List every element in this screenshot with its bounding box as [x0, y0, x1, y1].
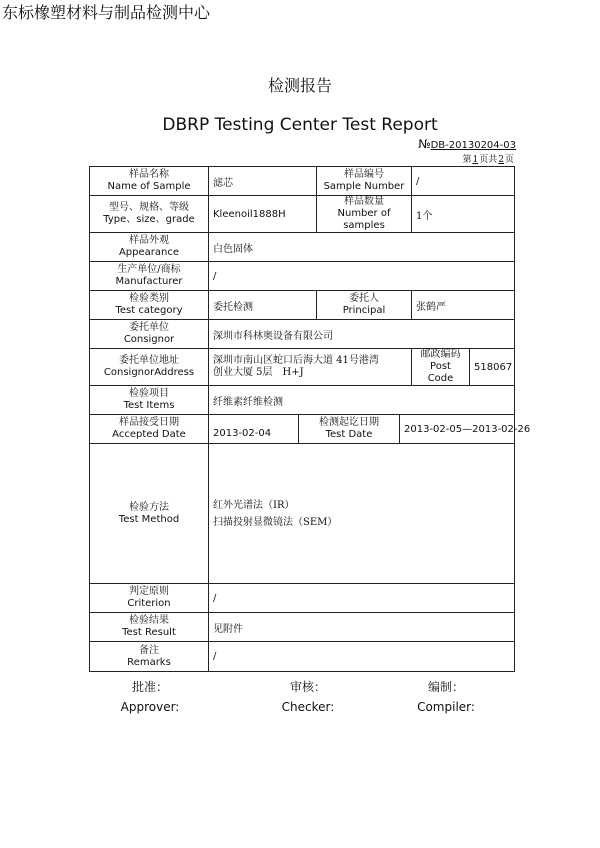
compiler-label-cn: 编制：: [427, 680, 464, 694]
table-row: [90, 415, 515, 444]
value-test-method: [209, 444, 515, 584]
organization-header: 东标橡塑材料与制品检测中心: [2, 3, 211, 22]
value-appearance: 白色固体: [209, 233, 515, 262]
value-type: Kleenoil1888H: [209, 196, 317, 233]
page-current: 1: [472, 155, 479, 165]
value-test-date: 2013-02-05—2013-02-26: [400, 415, 515, 444]
label-criterion: 判定原则 Criterion: [90, 584, 209, 613]
checker-label-cn: 审核：: [289, 680, 326, 694]
label-sample-name: 样品名称 Name of Sample: [90, 167, 209, 196]
value-sample-number: /: [412, 167, 515, 196]
label-appearance: 样品外观 Appearance: [90, 233, 209, 262]
table-row: [90, 444, 515, 584]
label-post-code: 邮政编码 Post Code: [412, 349, 470, 386]
value-consignor-address: [209, 349, 412, 386]
table-row: [90, 291, 515, 320]
label-accepted-date: 样品接受日期 Accepted Date: [90, 415, 209, 444]
signature-compiler: [391, 678, 501, 714]
report-table: [89, 166, 531, 672]
signature-approver: [95, 678, 205, 714]
table-row: [90, 233, 515, 262]
page-info-ye: 页: [504, 155, 514, 165]
checker-label-en: Checker:: [281, 700, 335, 714]
table-row: [90, 349, 515, 386]
value-accepted-date: 2013-02-04: [209, 415, 299, 444]
table-row: [90, 320, 515, 349]
page-info: [462, 152, 514, 165]
label-test-date: 检测起讫日期 Test Date: [299, 415, 400, 444]
table-row: [90, 167, 515, 196]
value-criterion: /: [209, 584, 515, 613]
page-total: 2: [498, 155, 504, 165]
table-row: [90, 262, 515, 291]
label-consignor: 委托单位 Consignor: [90, 320, 209, 349]
label-test-items: 检验项目 Test Items: [90, 386, 209, 415]
table-row: [90, 196, 515, 233]
page-info-gong: 页共: [479, 155, 498, 165]
report-number-prefix: №: [418, 137, 431, 151]
compiler-label-en: Compiler:: [417, 700, 475, 714]
report-number-value: DB-20130204-03: [430, 140, 516, 151]
label-type: 型号、规格、等级 Type、size、grade: [90, 196, 209, 233]
value-consignor: 深圳市科林奥设备有限公司: [209, 320, 515, 349]
value-principal: 张鹤严: [412, 291, 515, 320]
table-row: [90, 386, 515, 415]
label-sample-qty: 样品数量 Number of samples: [317, 196, 412, 233]
label-consignor-address: 委托单位地址 ConsignorAddress: [90, 349, 209, 386]
label-test-result: 检验结果 Test Result: [90, 613, 209, 642]
report-title-en: DBRP Testing Center Test Report: [162, 115, 438, 135]
address-line-1: 深圳市南山区蛇口后海大道 41号港湾: [213, 355, 379, 366]
label-test-category: 检验类别 Test category: [90, 291, 209, 320]
label-principal: 委托人 Principal: [317, 291, 412, 320]
approver-label-en: Approver:: [120, 700, 180, 714]
value-sample-qty: 1个: [412, 196, 515, 233]
method-line-2: 扫描投射显微镜法（SEM）: [213, 516, 338, 528]
report-number: [418, 137, 516, 151]
table-row: [90, 642, 515, 672]
approver-label-cn: 批准：: [131, 680, 168, 694]
table-row: [90, 584, 515, 613]
page-info-di: 第: [462, 155, 472, 165]
value-test-items: 纤维素纤维检测: [209, 386, 515, 415]
address-line-2: 创业大厦 5层 H+J: [213, 367, 304, 378]
value-post-code: 518067: [470, 349, 515, 386]
table-row: [90, 613, 515, 642]
value-sample-name: 滤芯: [209, 167, 317, 196]
method-line-1: 红外光谱法（IR）: [213, 499, 295, 511]
label-test-method: 检验方法 Test Method: [90, 444, 209, 584]
value-test-result: 见附件: [209, 613, 515, 642]
label-sample-number: 样品编号 Sample Number: [317, 167, 412, 196]
value-manufacturer: /: [209, 262, 515, 291]
value-remarks: /: [209, 642, 515, 672]
signature-checker: [253, 678, 363, 714]
label-manufacturer: 生产单位/商标 Manufacturer: [90, 262, 209, 291]
value-test-category: 委托检测: [209, 291, 317, 320]
label-remarks: 备注 Remarks: [90, 642, 209, 672]
report-title-cn: 检测报告: [267, 76, 332, 95]
